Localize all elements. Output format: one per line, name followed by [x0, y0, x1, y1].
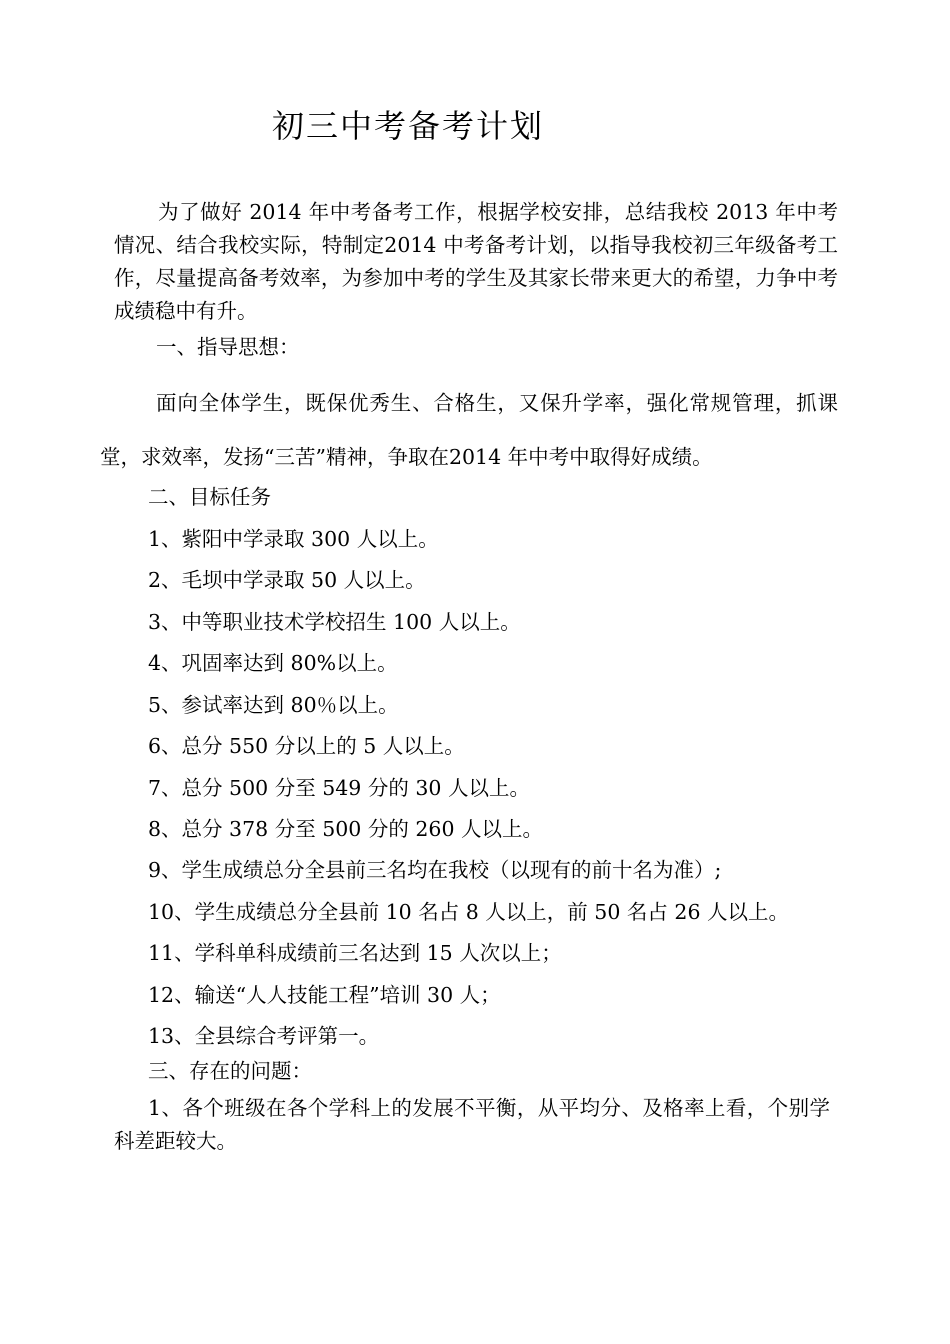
target-item: 5、参试率达到 80％以上。 [148, 693, 399, 717]
problem-item: 1、各个班级在各个学科上的发展不平衡，从平均分、及格率上看，个别学科差距较大。 [114, 1096, 830, 1153]
target-item: 10、学生成绩总分全县前 10 名占 8 人以上，前 50 名占 26 人以上。 [148, 900, 790, 924]
target-item: 12、输送“人人技能工程”培训 30 人； [148, 983, 501, 1007]
target-item: 1、紫阳中学录取 300 人以上。 [148, 527, 439, 551]
section-heading-problems: 三、存在的问题： [148, 1059, 312, 1083]
target-item: 7、总分 500 分至 549 分的 30 人以上。 [148, 776, 530, 800]
document-title: 初三中考备考计划 [272, 107, 545, 145]
target-item: 13、全县综合考评第一。 [148, 1024, 380, 1048]
target-item: 2、毛坝中学录取 50 人以上。 [148, 568, 426, 592]
target-item: 8、总分 378 分至 500 分的 260 人以上。 [148, 817, 544, 841]
target-item: 6、总分 550 分以上的 5 人以上。 [148, 734, 465, 758]
guiding-ideology-paragraph: 面向全体学生，既保优秀生、合格生，又保升学率，强化常规管理，抓课堂，求效率，发扬“三苦”精神，争取在2014 年中考中取得好成绩。 [100, 391, 838, 469]
intro-paragraph: 为了做好 2014 年中考备考工作，根据学校安排，总结我校 2013 年中考情况、结合我校实际，特制定2014 中考备考计划，以指导我校初三年级备考工作，尽量提高备考效率，为参加中考的学生及其家长带来更大的希望，力争中考成绩稳中有升。 [114, 200, 838, 323]
target-item: 9、学生成绩总分全县前三名均在我校（以现有的前十名为准）; [148, 858, 722, 882]
target-item: 11、学科单科成绩前三名达到 15 人次以上； [148, 941, 562, 965]
target-item: 3、中等职业技术学校招生 100 人以上。 [148, 610, 521, 634]
section-heading-targets: 二、目标任务 [148, 485, 271, 509]
target-item: 4、巩固率达到 80%以上。 [148, 651, 398, 675]
section-heading-guiding-ideology: 一、指导思想： [156, 335, 300, 359]
